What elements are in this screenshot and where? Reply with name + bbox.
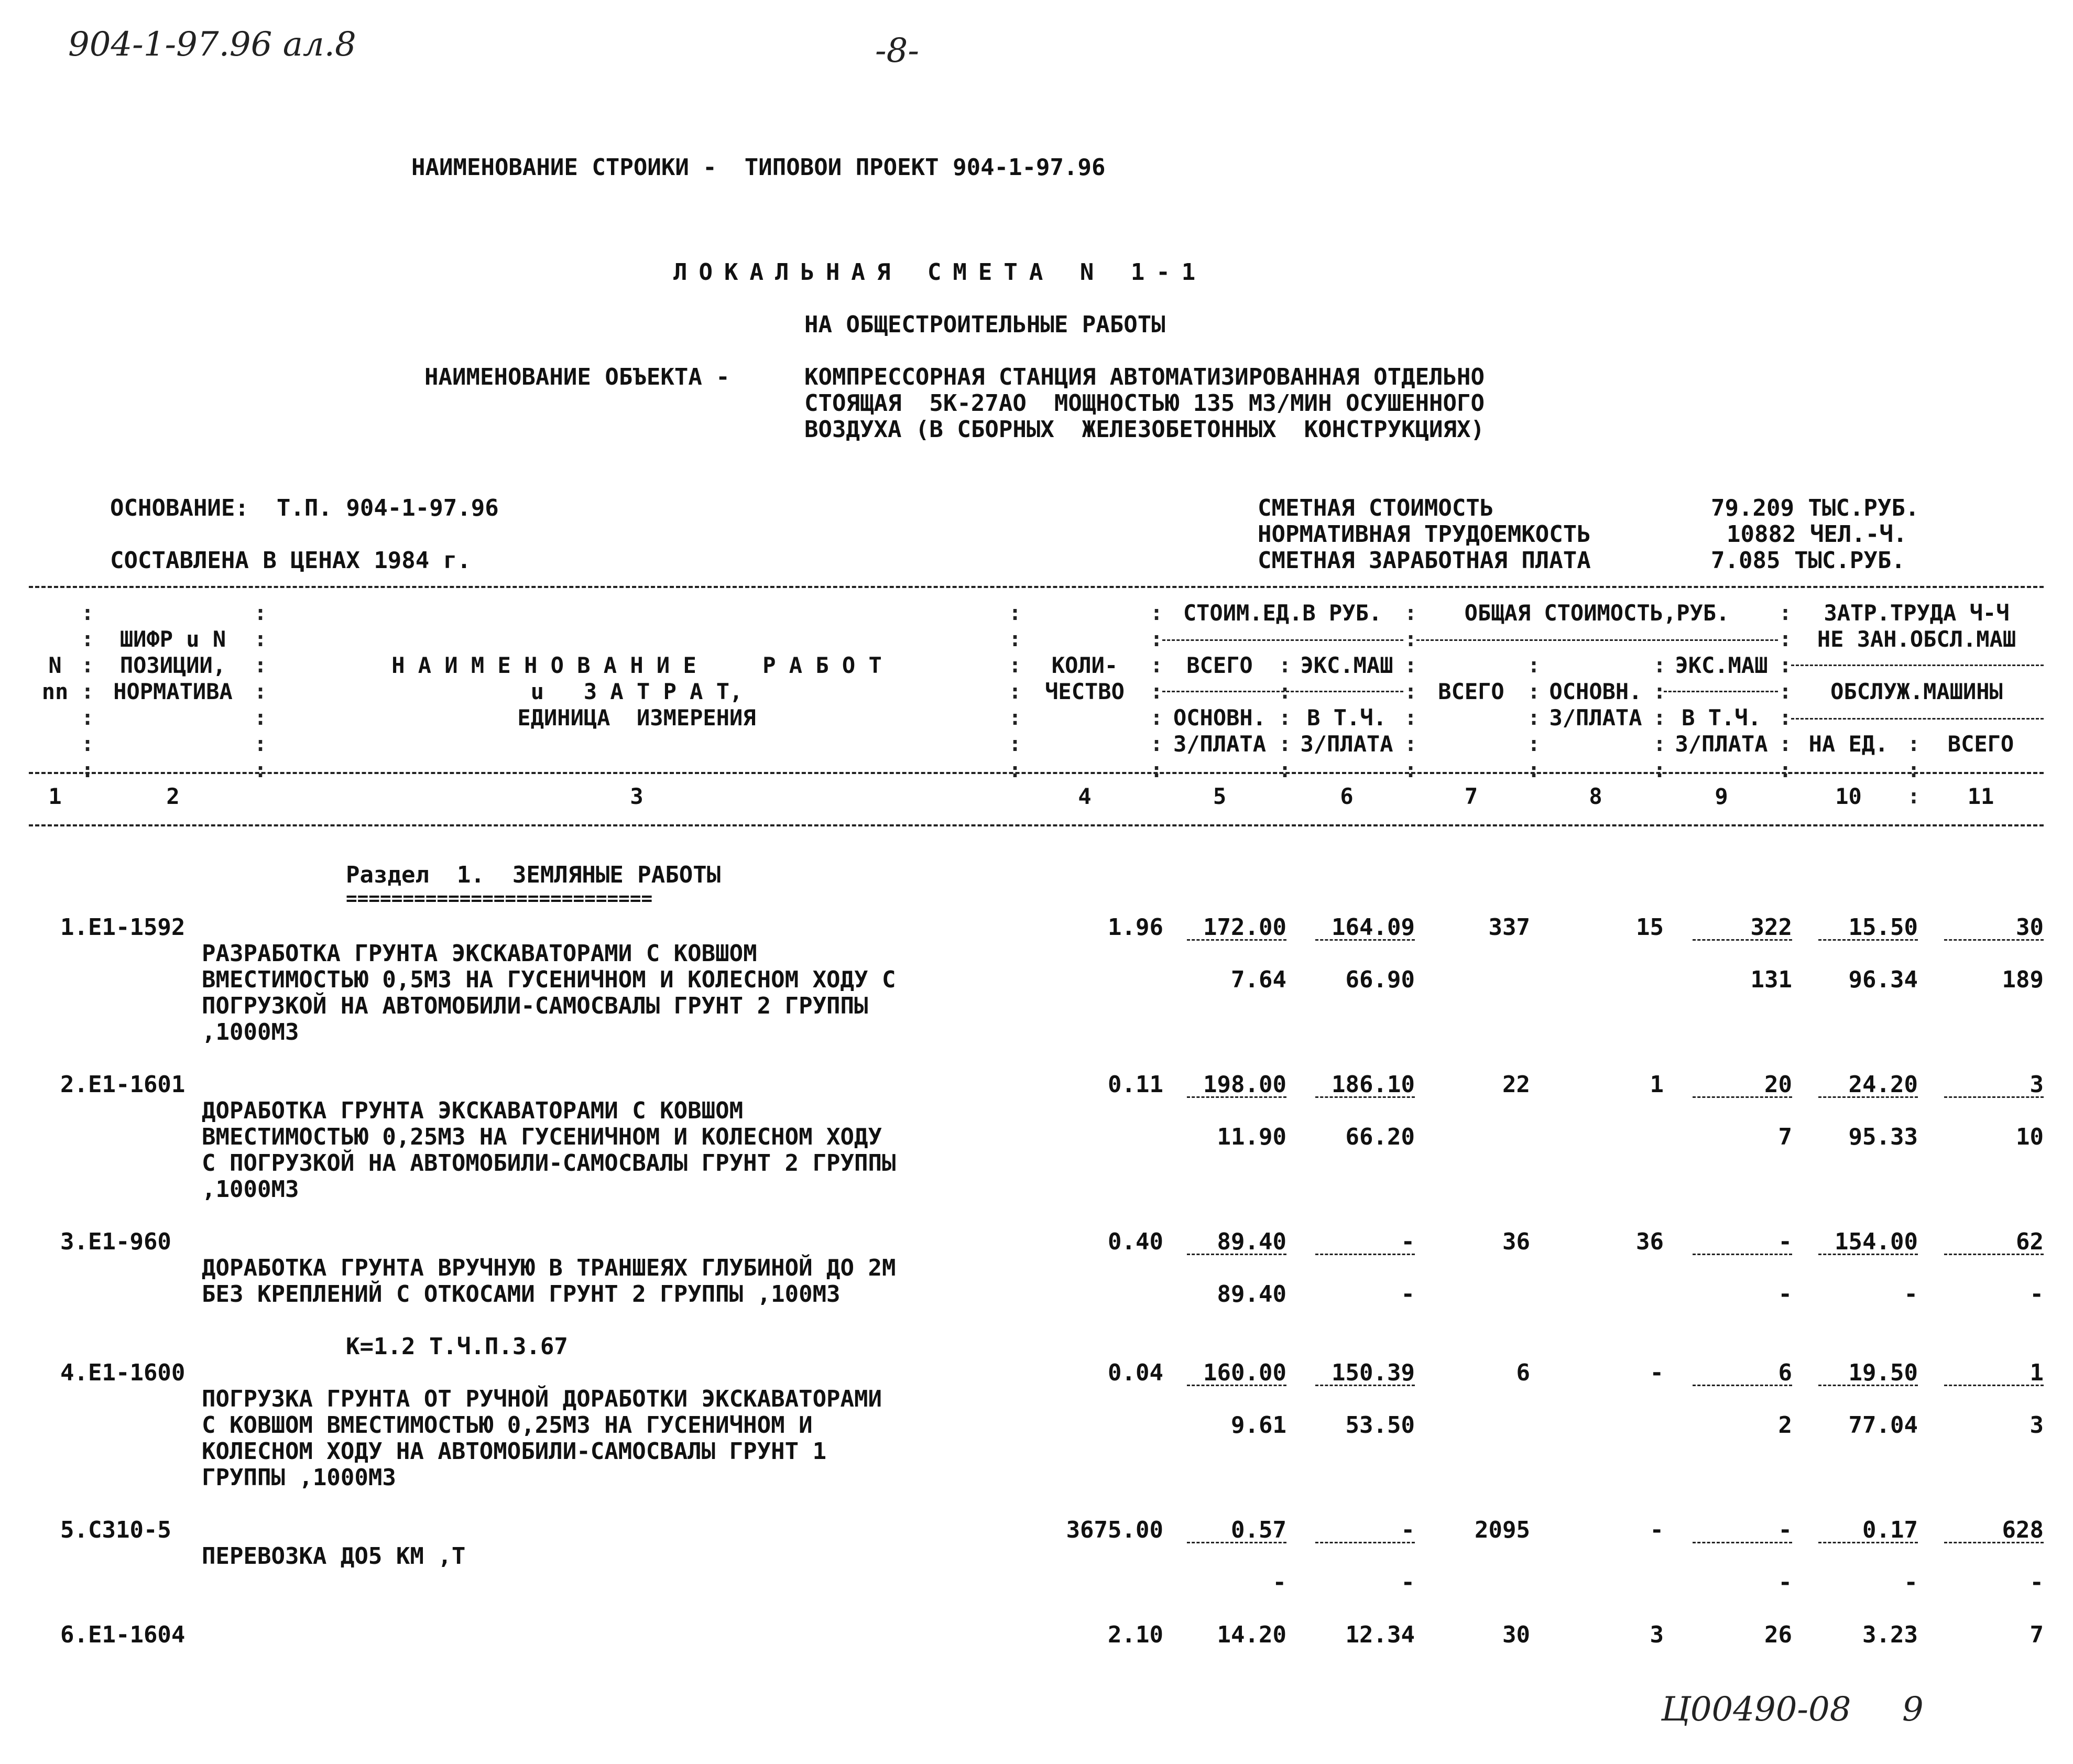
item-fraction-rule — [1818, 939, 1918, 941]
estimate-subtitle: НА ОБЩЕСТРОИТЕЛЬНЫЕ РАБОТЫ — [804, 311, 1165, 338]
item-fraction-rule — [1315, 939, 1415, 941]
item-bottom-value-col5: 9.61 — [1231, 1412, 1286, 1439]
item-fraction-rule — [1693, 1254, 1792, 1255]
column-number-1: 1 — [48, 783, 62, 809]
item-value-col8: - — [1650, 1359, 1664, 1386]
header-col2-line2: ПОЗИЦИИ, — [119, 652, 226, 678]
basis: ОСНОВАНИЕ: Т.П. 904-1-97.96 — [110, 495, 499, 521]
item-bottom-value-col10: 96.34 — [1848, 966, 1918, 993]
item-value-col7: 22 — [1502, 1071, 1530, 1098]
header-total-all: ВСЕГО — [1438, 679, 1504, 704]
item-value-col11: 30 — [2016, 914, 2044, 941]
item-fraction-rule — [1187, 1096, 1286, 1098]
summary-value-wages: 7.085 ТЫС.РУБ. — [1711, 547, 1905, 574]
item-description-line: ВМЕСТИМОСТЬЮ 0,25М3 НА ГУСЕНИЧНОМ И КОЛЕСНОМ ХОДУ — [202, 1124, 882, 1150]
header-total-base-pay-2: З/ПЛАТА — [1549, 705, 1642, 731]
col-separator-8: : : : : : — [1653, 654, 1666, 782]
item-value-col10: 19.50 — [1848, 1359, 1918, 1386]
item-description-line: РАЗРАБОТКА ГРУНТА ЭКСКАВАТОРАМИ С КОВШОМ — [202, 940, 757, 967]
header-unit-base-pay-2: З/ПЛАТА — [1173, 731, 1266, 757]
item-value-col11: 62 — [2016, 1228, 2044, 1255]
item-description-line: ДОРАБОТКА ГРУНТА ВРУЧНУЮ В ТРАНШЕЯХ ГЛУБИНОЙ ДО 2М — [202, 1255, 896, 1281]
header-subrule-total-cost — [1416, 639, 1778, 641]
header-unit-cost: СТОИМ.ЕД.В РУБ. — [1183, 600, 1382, 626]
item-value-col10: 0.17 — [1862, 1517, 1918, 1543]
item-value-col6: 12.34 — [1345, 1621, 1415, 1648]
item-value-col9: - — [1778, 1517, 1792, 1543]
item-fraction-rule — [1693, 1096, 1792, 1098]
handwritten-page-number: -8- — [875, 31, 919, 70]
header-unit-machine: ЭКС.МАШ — [1300, 652, 1393, 678]
col-separator-10: : : : — [1907, 732, 1921, 809]
summary-label-wages: СМЕТНАЯ ЗАРАБОТНАЯ ПЛАТА — [1258, 547, 1591, 574]
item-bottom-value-col9: - — [1778, 1569, 1792, 1596]
header-subrule-unit-cost-2 — [1162, 691, 1403, 692]
item-bottom-value-col5: 89.40 — [1217, 1281, 1286, 1308]
estimate-title: ЛОКАЛЬНАЯ СМЕТА N 1-1 — [673, 259, 1207, 286]
header-unit-incl-2: З/ПЛАТА — [1300, 731, 1393, 757]
item-value-col7: 30 — [1502, 1621, 1530, 1648]
summary-label-labor: НОРМАТИВНАЯ ТРУДОЕМКОСТЬ — [1258, 521, 1591, 548]
item-description-line: С КОВШОМ ВМЕСТИМОСТЬЮ 0,25М3 НА ГУСЕНИЧНОМ И — [202, 1412, 813, 1439]
item-fraction-rule — [1315, 1096, 1415, 1098]
summary-label-cost: СМЕТНАЯ СТОИМОСТЬ — [1258, 495, 1494, 521]
header-col3-line1: Н А И М Е Н О В А Н И Е Р А Б О Т — [391, 652, 882, 678]
item-bottom-value-col11: 10 — [2016, 1124, 2044, 1150]
item-bottom-value-col5: - — [1272, 1569, 1286, 1596]
item-fraction-rule — [1693, 1542, 1792, 1543]
header-labor-2: НЕ ЗАН.ОБСЛ.МАШ — [1817, 626, 2016, 652]
item-bottom-value-col11: 189 — [2002, 966, 2044, 993]
item-quantity: 0.04 — [1108, 1359, 1163, 1386]
item-bottom-value-col6: - — [1401, 1281, 1415, 1308]
header-col4-line1: КОЛИ- — [1051, 652, 1118, 678]
header-labor-per-unit: НА ЕД. — [1808, 731, 1889, 757]
header-col1-line1: N — [48, 652, 62, 678]
item-value-col5: 89.40 — [1217, 1228, 1286, 1255]
header-unit-base-pay-1: ОСНОВН. — [1173, 705, 1266, 731]
item-value-col5: 198.00 — [1203, 1071, 1286, 1098]
header-total-machine: ЭКС.МАШ — [1675, 652, 1768, 678]
header-labor-total: ВСЕГО — [1947, 731, 2014, 757]
col-separator-2: : : : : : : : — [254, 601, 267, 782]
item-bottom-value-col6: 66.20 — [1345, 1124, 1415, 1150]
item-fraction-rule — [1315, 1542, 1415, 1543]
item-quantity: 3675.00 — [1066, 1517, 1163, 1543]
column-number-5: 5 — [1213, 783, 1227, 809]
header-col2-line1: ШИФР u N — [119, 626, 226, 652]
item-description-line: ПЕРЕВОЗКА ДО5 КМ ,Т — [202, 1543, 466, 1570]
object-line-1: КОМПРЕССОРНАЯ СТАНЦИЯ АВТОМАТИЗИРОВАННАЯ ОТДЕЛЬНО — [804, 364, 1485, 390]
item-value-col10: 15.50 — [1848, 914, 1918, 941]
item-fraction-rule — [1693, 939, 1792, 941]
item-value-col8: 1 — [1650, 1071, 1664, 1098]
handwritten-document-code: 904-1-97.96 ал.8 — [68, 25, 356, 64]
item-fraction-rule — [1187, 939, 1286, 941]
column-number-4: 4 — [1078, 783, 1092, 809]
construction-name: НАИМЕНОВАНИЕ СТРОИКИ - ТИПОВОИ ПРОЕКТ 904-1-97.96 — [411, 154, 1106, 181]
item-value-col11: 3 — [2030, 1071, 2044, 1098]
header-labor-machines: ОБСЛУЖ.МАШИНЫ — [1830, 679, 2003, 704]
column-number-3: 3 — [630, 783, 643, 809]
column-number-8: 8 — [1589, 783, 1602, 809]
item-bottom-value-col5: 11.90 — [1217, 1124, 1286, 1150]
item-value-col10: 3.23 — [1862, 1621, 1918, 1648]
item-value-col7: 2095 — [1475, 1517, 1530, 1543]
item-fraction-rule — [1187, 1542, 1286, 1543]
item-code: 3.Е1-960 — [60, 1228, 171, 1255]
item-note: К=1.2 Т.Ч.П.3.67 — [346, 1333, 568, 1360]
header-total-base-pay-1: ОСНОВН. — [1549, 679, 1642, 704]
section-underline: =========================== — [346, 888, 653, 909]
item-value-col11: 1 — [2030, 1359, 2044, 1386]
price-level: СОСТАВЛЕНА В ЦЕНАХ 1984 г. — [110, 547, 471, 574]
item-bottom-value-col9: 2 — [1778, 1412, 1792, 1439]
header-col2-line3: НОРМАТИВА — [113, 679, 233, 704]
item-value-col8: 3 — [1650, 1621, 1664, 1648]
item-fraction-rule — [1187, 1385, 1286, 1386]
item-quantity: 1.96 — [1108, 914, 1163, 941]
item-value-col8: 36 — [1636, 1228, 1664, 1255]
item-code: 1.Е1-1592 — [60, 914, 186, 941]
item-value-col6: - — [1401, 1517, 1415, 1543]
item-bottom-value-col9: - — [1778, 1281, 1792, 1308]
handwritten-bottom-sheet: 9 — [1902, 1690, 1924, 1729]
header-total-incl-2: З/ПЛАТА — [1675, 731, 1768, 757]
item-value-col7: 6 — [1516, 1359, 1530, 1386]
item-value-col5: 14.20 — [1217, 1621, 1286, 1648]
col-separator-6: : : : : : : : — [1404, 601, 1417, 782]
summary-value-labor: 10882 ЧЕЛ.-Ч. — [1727, 521, 1907, 548]
col-separator-9: : : : : : : : — [1779, 601, 1792, 782]
item-bottom-value-col9: 131 — [1750, 966, 1792, 993]
item-code: 5.С310-5 — [60, 1517, 171, 1543]
header-col1-line2: nn — [41, 679, 69, 704]
item-fraction-rule — [1315, 1254, 1415, 1255]
object-line-3: ВОЗДУХА (В СБОРНЫХ ЖЕЛЕЗОБЕТОННЫХ КОНСТРУКЦИЯХ) — [804, 416, 1485, 443]
col-separator-3: : : : : : : : — [1009, 601, 1022, 782]
header-subrule-unit-cost — [1162, 639, 1403, 641]
item-bottom-value-col6: 66.90 — [1345, 966, 1415, 993]
item-fraction-rule — [1944, 1096, 2044, 1098]
item-description-line: КОЛЕСНОМ ХОДУ НА АВТОМОБИЛИ-САМОСВАЛЫ ГРУНТ 1 — [202, 1438, 827, 1465]
col-separator-7: : : : : : — [1528, 654, 1541, 782]
item-bottom-value-col11: 3 — [2030, 1412, 2044, 1439]
item-bottom-value-col6: 53.50 — [1345, 1412, 1415, 1439]
item-fraction-rule — [1187, 1254, 1286, 1255]
item-description-line: ГРУППЫ ,1000М3 — [202, 1464, 396, 1491]
item-quantity: 2.10 — [1108, 1621, 1163, 1648]
item-value-col6: 150.39 — [1332, 1359, 1415, 1386]
item-description-line: ,1000М3 — [202, 1176, 299, 1203]
item-bottom-value-col9: 7 — [1778, 1124, 1792, 1150]
item-code: 2.Е1-1601 — [60, 1071, 186, 1098]
item-fraction-rule — [1818, 1096, 1918, 1098]
header-col3-line3: ЕДИНИЦА ИЗМЕРЕНИЯ — [517, 705, 756, 731]
header-unit-total: ВСЕГО — [1186, 652, 1253, 678]
col-separator-4: : : : : : : : — [1150, 601, 1163, 782]
item-description-line: ДОРАБОТКА ГРУНТА ЭКСКАВАТОРАМИ С КОВШОМ — [202, 1097, 744, 1124]
column-number-9: 9 — [1715, 783, 1728, 809]
header-subrule-labor-2 — [1791, 718, 2044, 720]
header-rule-middle — [29, 772, 2044, 774]
item-value-col9: 26 — [1764, 1621, 1792, 1648]
item-bottom-value-col6: - — [1401, 1569, 1415, 1596]
item-description-line: ,1000М3 — [202, 1019, 299, 1046]
item-value-col9: 20 — [1764, 1071, 1792, 1098]
item-description-line: ВМЕСТИМОСТЬЮ 0,5М3 НА ГУСЕНИЧНОМ И КОЛЕСНОМ ХОДУ С — [202, 966, 896, 993]
item-bottom-value-col11: - — [2030, 1569, 2044, 1596]
column-number-6: 6 — [1340, 783, 1354, 809]
item-value-col5: 172.00 — [1203, 914, 1286, 941]
header-subrule-labor — [1791, 665, 2044, 666]
col-separator-5: : : : : : — [1279, 654, 1292, 782]
item-value-col10: 24.20 — [1848, 1071, 1918, 1098]
item-value-col5: 160.00 — [1203, 1359, 1286, 1386]
item-value-col7: 337 — [1488, 914, 1530, 941]
header-subrule-total-machine — [1664, 691, 1778, 692]
item-value-col8: - — [1650, 1517, 1664, 1543]
item-value-col11: 628 — [2002, 1517, 2044, 1543]
column-number-11: 11 — [1967, 783, 1994, 809]
section-title: Раздел 1. ЗЕМЛЯНЫЕ РАБОТЫ — [346, 862, 721, 888]
item-value-col7: 36 — [1502, 1228, 1530, 1255]
item-value-col8: 15 — [1636, 914, 1664, 941]
column-number-2: 2 — [166, 783, 180, 809]
item-value-col9: - — [1778, 1228, 1792, 1255]
item-bottom-value-col10: - — [1904, 1281, 1918, 1308]
item-bottom-value-col10: 77.04 — [1848, 1412, 1918, 1439]
item-description-line: ПОГРУЗКОЙ НА АВТОМОБИЛИ-САМОСВАЛЫ ГРУНТ 2 ГРУППЫ — [202, 993, 868, 1019]
item-fraction-rule — [1818, 1385, 1918, 1386]
item-value-col9: 6 — [1778, 1359, 1792, 1386]
item-quantity: 0.11 — [1108, 1071, 1163, 1098]
item-fraction-rule — [1944, 1254, 2044, 1255]
item-value-col10: 154.00 — [1835, 1228, 1918, 1255]
header-rule-top — [29, 586, 2044, 588]
item-value-col11: 7 — [2030, 1621, 2044, 1648]
item-fraction-rule — [1944, 939, 2044, 941]
handwritten-bottom-code: Ц00490-08 — [1661, 1690, 1851, 1729]
item-fraction-rule — [1944, 1385, 2044, 1386]
item-bottom-value-col11: - — [2030, 1281, 2044, 1308]
item-value-col6: - — [1401, 1228, 1415, 1255]
item-value-col6: 186.10 — [1332, 1071, 1415, 1098]
column-number-10: 10 — [1835, 783, 1862, 809]
header-col3-line2: u З А Т Р А Т, — [530, 679, 743, 704]
item-quantity: 0.40 — [1108, 1228, 1163, 1255]
item-value-col5: 0.57 — [1231, 1517, 1286, 1543]
item-fraction-rule — [1693, 1385, 1792, 1386]
item-bottom-value-col10: 95.33 — [1848, 1124, 1918, 1150]
object-line-2: СТОЯЩАЯ 5К-27АО МОЩНОСТЬЮ 135 М3/МИН ОСУШЕННОГО — [804, 390, 1485, 417]
item-bottom-value-col10: - — [1904, 1569, 1918, 1596]
item-description-line: С ПОГРУЗКОЙ НА АВТОМОБИЛИ-САМОСВАЛЫ ГРУНТ 2 ГРУППЫ — [202, 1150, 896, 1177]
item-code: 4.Е1-1600 — [60, 1359, 186, 1386]
item-code: 6.Е1-1604 — [60, 1621, 186, 1648]
col-separator-1: : : : : : : : — [81, 601, 94, 782]
header-col4-line2: ЧЕСТВО — [1045, 679, 1125, 704]
item-description-line: ПОГРУЗКА ГРУНТА ОТ РУЧНОЙ ДОРАБОТКИ ЭКСКАВАТОРАМИ — [202, 1386, 882, 1412]
header-unit-incl-1: В Т.Ч. — [1307, 705, 1387, 731]
header-total-cost: ОБЩАЯ СТОИМОСТЬ,РУБ. — [1464, 600, 1730, 626]
item-fraction-rule — [1315, 1385, 1415, 1386]
object-label: НАИМЕНОВАНИЕ ОБЪЕКТА - — [424, 364, 730, 390]
item-fraction-rule — [1818, 1254, 1918, 1255]
header-rule-bottom — [29, 824, 2044, 826]
item-description-line: БЕЗ КРЕПЛЕНИЙ С ОТКОСАМИ ГРУНТ 2 ГРУППЫ ,100М3 — [202, 1281, 841, 1308]
header-labor-1: ЗАТР.ТРУДА Ч-Ч — [1824, 600, 2010, 626]
header-total-incl-1: В Т.Ч. — [1682, 705, 1761, 731]
item-value-col6: 164.09 — [1332, 914, 1415, 941]
item-bottom-value-col5: 7.64 — [1231, 966, 1286, 993]
item-fraction-rule — [1818, 1542, 1918, 1543]
item-fraction-rule — [1944, 1542, 2044, 1543]
column-number-7: 7 — [1464, 783, 1478, 809]
item-value-col9: 322 — [1750, 914, 1792, 941]
summary-value-cost: 79.209 ТЫС.РУБ. — [1711, 495, 1919, 521]
